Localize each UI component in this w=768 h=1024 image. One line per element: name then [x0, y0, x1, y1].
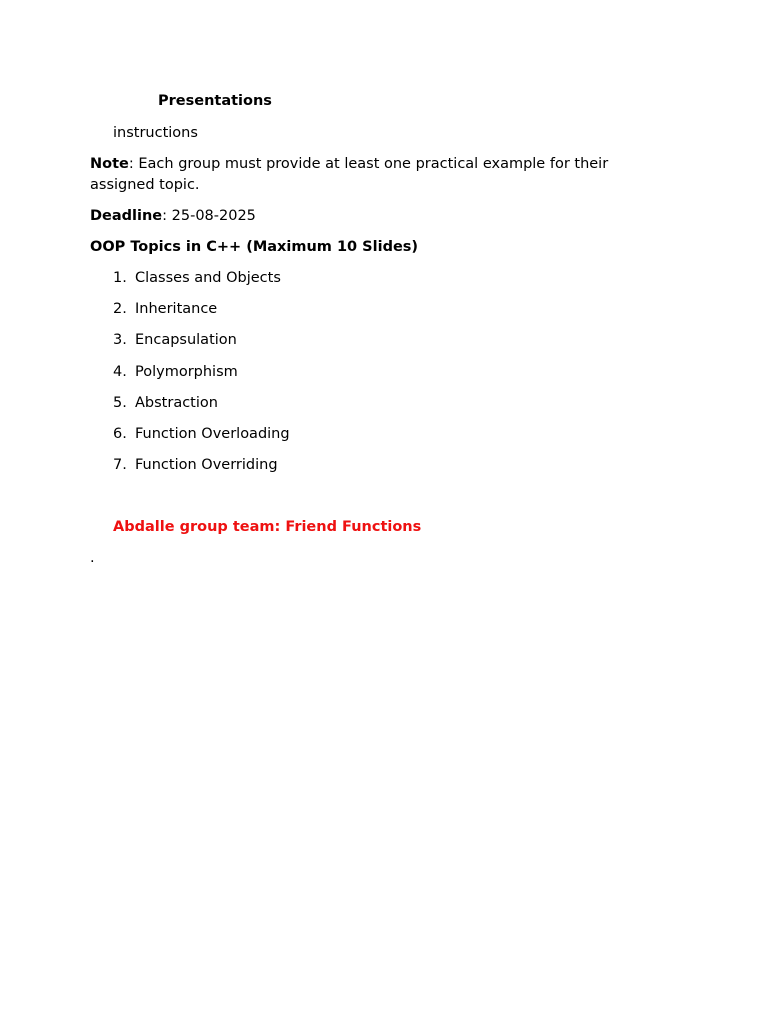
topic-label: Abstraction [135, 394, 218, 411]
topic-item [113, 330, 290, 361]
note-text: : Each group must provide at least one practical example for their assigned topic. [90, 156, 609, 193]
topic-number: 5. [113, 394, 127, 411]
topic-item [113, 362, 290, 393]
topic-label: Inheritance [135, 301, 218, 318]
trailing-mark: . [90, 550, 95, 566]
document-subtitle: instructions [113, 125, 198, 141]
topic-item [113, 455, 290, 486]
topic-number: 1. [113, 270, 127, 286]
topic-item [113, 424, 290, 455]
note-label: Note [90, 156, 129, 172]
topic-item [113, 268, 290, 299]
deadline-line [90, 206, 256, 227]
deadline-value: : 25-08-2025 [162, 208, 256, 224]
topic-item [113, 299, 290, 330]
topic-label: Encapsulation [135, 332, 237, 349]
topic-number: 3. [113, 332, 127, 349]
team-assignment: Abdalle group team: Friend Functions [113, 519, 422, 535]
topic-item [113, 393, 290, 424]
topic-number: 7. [113, 457, 127, 474]
topic-number: 4. [113, 363, 127, 380]
topic-list [113, 268, 290, 486]
topic-number: 2. [113, 301, 127, 318]
topic-label: Polymorphism [135, 363, 238, 380]
topic-label: Classes and Objects [135, 270, 281, 286]
topic-number: 6. [113, 425, 127, 442]
topics-heading: OOP Topics in C++ (Maximum 10 Slides) [90, 239, 419, 255]
note-paragraph [90, 154, 650, 196]
deadline-label: Deadline [90, 208, 163, 224]
topic-label: Function Overriding [135, 457, 278, 474]
document-title: Presentations [158, 93, 272, 109]
topic-label: Function Overloading [135, 425, 290, 442]
